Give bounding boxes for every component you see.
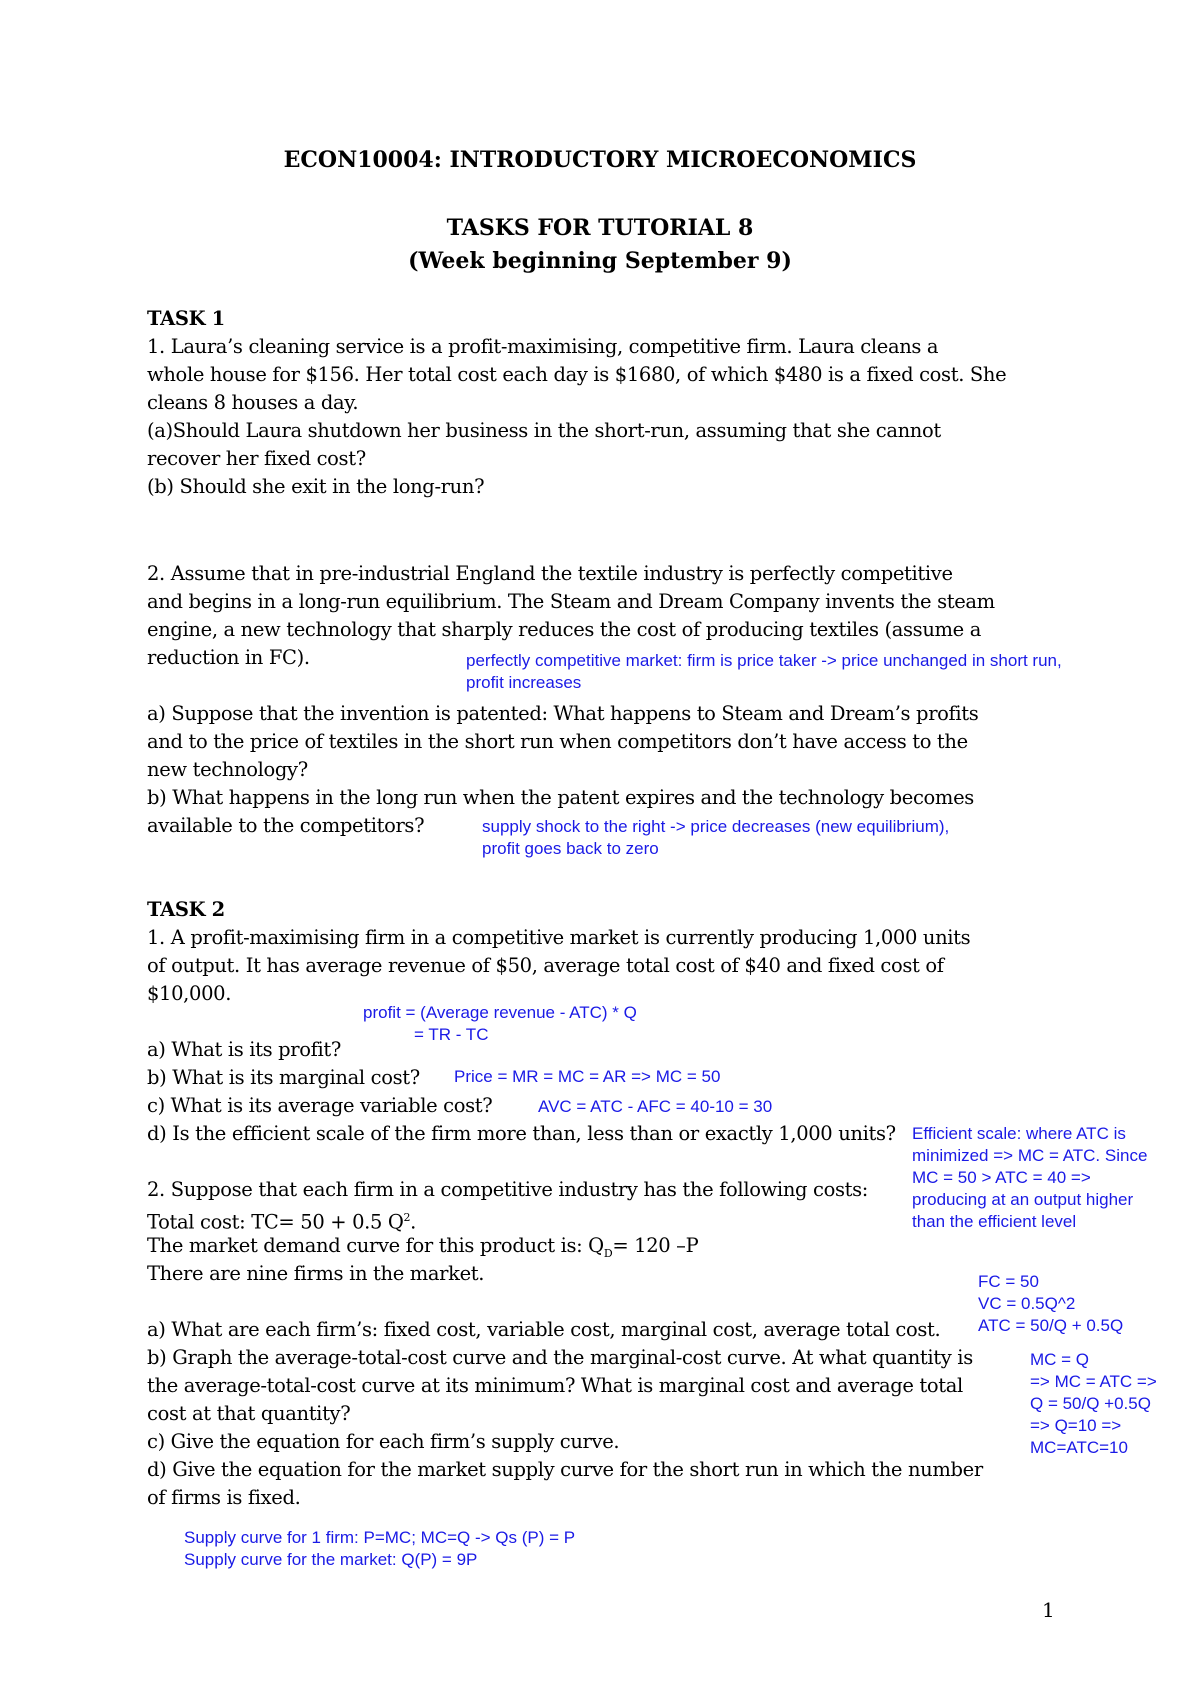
annotation-minimum: MC = Q (1030, 1350, 1090, 1369)
week-subtitle: (Week beginning September 9) (408, 248, 792, 274)
task2-q1-part: d) Is the efficient scale of the firm more than, less than or exactly 1,000 units? (147, 1122, 896, 1145)
demand-text: The market demand curve for this product is: Q (147, 1234, 604, 1257)
annotation-short-run: perfectly competitive market: firm is price taker -> price unchanged in short run, (466, 651, 1062, 670)
annotation-efficient-scale: than the efficient level (912, 1212, 1077, 1231)
annotation-marginal-cost: Price = MR = MC = AR => MC = 50 (454, 1067, 721, 1086)
annotation-avc: AVC = ATC - AFC = 40-10 = 30 (538, 1097, 773, 1116)
annotation-long-run: profit goes back to zero (482, 839, 659, 858)
task1-q2-line: and begins in a long-run equilibrium. The Steam and Dream Company invents the steam (147, 590, 995, 613)
course-title: ECON10004: INTRODUCTORY MICROECONOMICS (283, 147, 917, 173)
task1-q1-line: (b) Should she exit in the long-run? (147, 475, 485, 498)
task2-q1-line: $10,000. (147, 982, 232, 1005)
task2-q2-part: d) Give the equation for the market supply curve for the short run in which the number (147, 1458, 983, 1481)
task1-q2-part: and to the price of textiles in the short run when competitors don’t have access to the (147, 730, 968, 753)
demand-suffix: = 120 –P (612, 1234, 699, 1257)
task2-q2-part: the average-total-cost curve at its minimum? What is marginal cost and average total (147, 1374, 963, 1397)
task2-heading: TASK 2 (147, 898, 225, 921)
task2-q2-part: a) What are each firm’s: fixed cost, variable cost, marginal cost, average total cost. (147, 1318, 941, 1341)
task1-q1-line: whole house for $156. Her total cost each day is $1680, of which $480 is a fixed cost. She (147, 363, 1007, 386)
total-cost-exponent: 2 (403, 1211, 411, 1224)
annotation-minimum: => MC = ATC => (1030, 1372, 1157, 1391)
annotation-costs: FC = 50 (978, 1272, 1039, 1291)
annotation-minimum: MC=ATC=10 (1030, 1438, 1128, 1457)
task1-q2-part: new technology? (147, 758, 308, 781)
task1-q1-line: recover her fixed cost? (147, 447, 366, 470)
task2-q1-part: a) What is its profit? (147, 1038, 342, 1061)
annotation-long-run: supply shock to the right -> price decreases (new equilibrium), (482, 817, 950, 836)
task2-q2-firms: There are nine firms in the market. (147, 1262, 485, 1285)
annotation-efficient-scale: producing at an output higher (912, 1190, 1134, 1209)
annotation-costs: VC = 0.5Q^2 (978, 1294, 1076, 1313)
annotation-efficient-scale: MC = 50 > ATC = 40 => (912, 1168, 1091, 1187)
task1-q1-line: 1. Laura’s cleaning service is a profit-maximising, competitive firm. Laura cleans a (147, 335, 939, 358)
annotation-supply: Supply curve for 1 firm: P=MC; MC=Q -> Qs (P) = P (184, 1528, 576, 1547)
task1-q2-line: 2. Assume that in pre-industrial England the textile industry is perfectly competitive (147, 562, 953, 585)
annotation-supply: Supply curve for the market: Q(P) = 9P (184, 1550, 478, 1569)
total-cost-text: Total cost: TC= 50 + 0.5 Q (147, 1210, 404, 1234)
page-number: 1 (1042, 1598, 1055, 1622)
annotation-costs: ATC = 50/Q + 0.5Q (978, 1316, 1124, 1335)
task2-q1-part: b) What is its marginal cost? (147, 1066, 420, 1089)
task1-q1-line: (a)Should Laura shutdown her business in the short-run, assuming that she cannot (147, 419, 941, 442)
annotation-efficient-scale: Efficient scale: where ATC is (912, 1124, 1126, 1143)
demand-subscript: D (603, 1246, 613, 1260)
annotation-minimum: Q = 50/Q +0.5Q (1030, 1394, 1151, 1413)
task2-q2-part: c) Give the equation for each firm’s supply curve. (147, 1430, 620, 1453)
total-cost-suffix: . (410, 1210, 417, 1234)
annotation-efficient-scale: minimized => MC = ATC. Since (912, 1146, 1148, 1165)
task1-q2-line: reduction in FC). (147, 646, 310, 669)
task2-q2-part: b) Graph the average-total-cost curve and the marginal-cost curve. At what quantity is (147, 1346, 973, 1369)
task2-q2-part: of firms is fixed. (147, 1486, 301, 1509)
task1-heading: TASK 1 (147, 307, 225, 330)
task2-q1-part: c) What is its average variable cost? (147, 1094, 493, 1117)
task1-q2-part: a) Suppose that the invention is patented: What happens to Steam and Dream’s profits (147, 702, 979, 725)
annotation-profit: profit = (Average revenue - ATC) * Q (363, 1003, 637, 1022)
task2-q2-intro: 2. Suppose that each firm in a competitive industry has the following costs: (147, 1178, 868, 1201)
task1-q1-line: cleans 8 houses a day. (147, 391, 359, 414)
annotation-minimum: => Q=10 => (1030, 1416, 1122, 1435)
task1-q2-part: b) What happens in the long run when the patent expires and the technology becomes (147, 786, 974, 809)
task2-q1-line: 1. A profit-maximising firm in a competitive market is currently producing 1,000 units (147, 926, 971, 949)
annotation-profit: = TR - TC (414, 1025, 489, 1044)
task1-q2-line: engine, a new technology that sharply reduces the cost of producing textiles (assume a (147, 618, 981, 641)
annotation-short-run: profit increases (466, 673, 582, 692)
task2-q2-part: cost at that quantity? (147, 1402, 351, 1425)
task1-q2-part: available to the competitors? (147, 814, 425, 837)
tasks-title: TASKS FOR TUTORIAL 8 (446, 215, 754, 241)
task2-q1-line: of output. It has average revenue of $50, average total cost of $40 and fixed cost of (147, 954, 944, 977)
